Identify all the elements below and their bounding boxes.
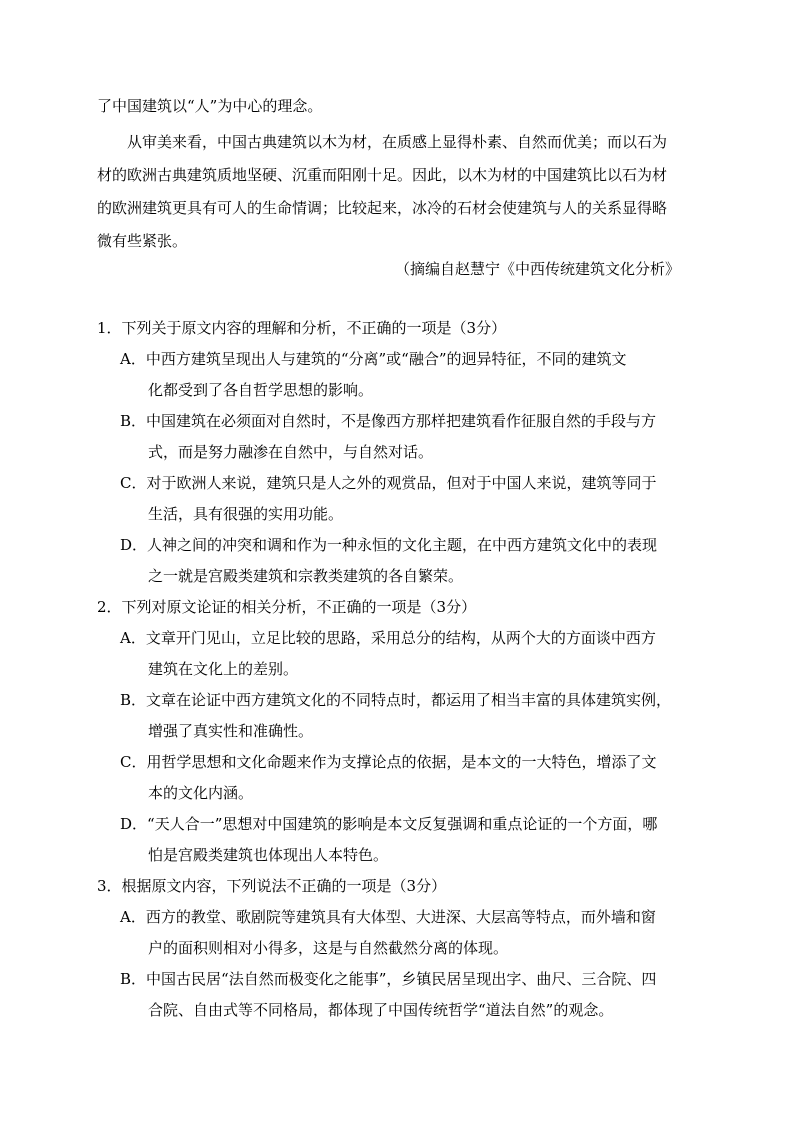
option-line: 建筑在文化上的差别。	[148, 660, 299, 678]
question-stem: 3．根据原文内容，下列说法不正确的一项是（3分）	[97, 877, 447, 895]
option-line: A．西方的教堂、歌剧院等建筑具有大体型、大进深、大层高等特点，而外墙和窗	[120, 908, 656, 926]
passage-line: 材的欧洲古典建筑质地坚硬、沉重而阳刚十足。因此，以木为材的中国建筑比以石为材	[97, 166, 668, 184]
option-line: A．文章开门见山，立足比较的思路，采用总分的结构，从两个大的方面谈中西方	[120, 629, 656, 647]
passage-line: 微有些紧张。	[97, 232, 188, 250]
option-line: 化都受到了各自哲学思想的影响。	[148, 381, 374, 399]
option-line: 之一就是宫殿类建筑和宗教类建筑的各自繁荣。	[148, 567, 464, 585]
option-line: 怕是宫殿类建筑也体现出人本特色。	[148, 846, 389, 864]
option-line: D．“天人合一”思想对中国建筑的影响是本文反复强调和重点论证的一个方面，哪	[120, 815, 658, 833]
passage-line: 的欧洲建筑更具有可人的生命情调；比较起来，冰冷的石材会使建筑与人的关系显得略	[97, 199, 668, 217]
question-stem: 2．下列对原文论证的相关分析，不正确的一项是（3分）	[97, 598, 477, 616]
option-line: D．人神之间的冲突和调和作为一种永恒的文化主题，在中西方建筑文化中的表现	[120, 536, 658, 554]
option-line: C．用哲学思想和文化命题来作为支撑论点的依据，是本文的一大特色，增添了文	[120, 753, 657, 771]
option-line: 增强了真实性和准确性。	[148, 722, 314, 740]
passage-line: 了中国建筑以“人”为中心的理念。	[97, 97, 323, 115]
question-stem: 1．下列关于原文内容的理解和分析，不正确的一项是（3分）	[97, 319, 507, 337]
option-line: 生活，具有很强的实用功能。	[148, 505, 344, 523]
option-line: 合院、自由式等不同格局，都体现了中国传统哲学“道法自然”的观念。	[148, 1001, 614, 1019]
option-line: 本的文化内涵。	[148, 784, 254, 802]
passage-line: 从审美来看，中国古典建筑以木为材，在质感上显得朴素、自然而优美；而以石为	[127, 133, 668, 151]
option-line: C．对于欧洲人来说，建筑只是人之外的观赏品，但对于中国人来说，建筑等同于	[120, 474, 657, 492]
option-line: B．文章在论证中西方建筑文化的不同特点时，都运用了相当丰富的具体建筑实例，	[120, 691, 672, 709]
option-line: B．中国建筑在必须面对自然时，不是像西方那样把建筑看作征服自然的手段与方	[120, 412, 657, 430]
source-citation: （摘编自赵慧宁《中西传统建筑文化分析》	[395, 260, 681, 278]
option-line: A．中西方建筑呈现出人与建筑的“分离”或“融合”的迥异特征，不同的建筑文	[120, 350, 627, 368]
option-line: 户的面积则相对小得多，这是与自然截然分离的体现。	[148, 939, 509, 957]
option-line: 式，而是努力融渗在自然中，与自然对话。	[148, 443, 434, 461]
option-line: B．中国古民居“法自然而极变化之能事”，乡镇民居呈现出字、曲尺、三合院、四	[120, 970, 657, 988]
